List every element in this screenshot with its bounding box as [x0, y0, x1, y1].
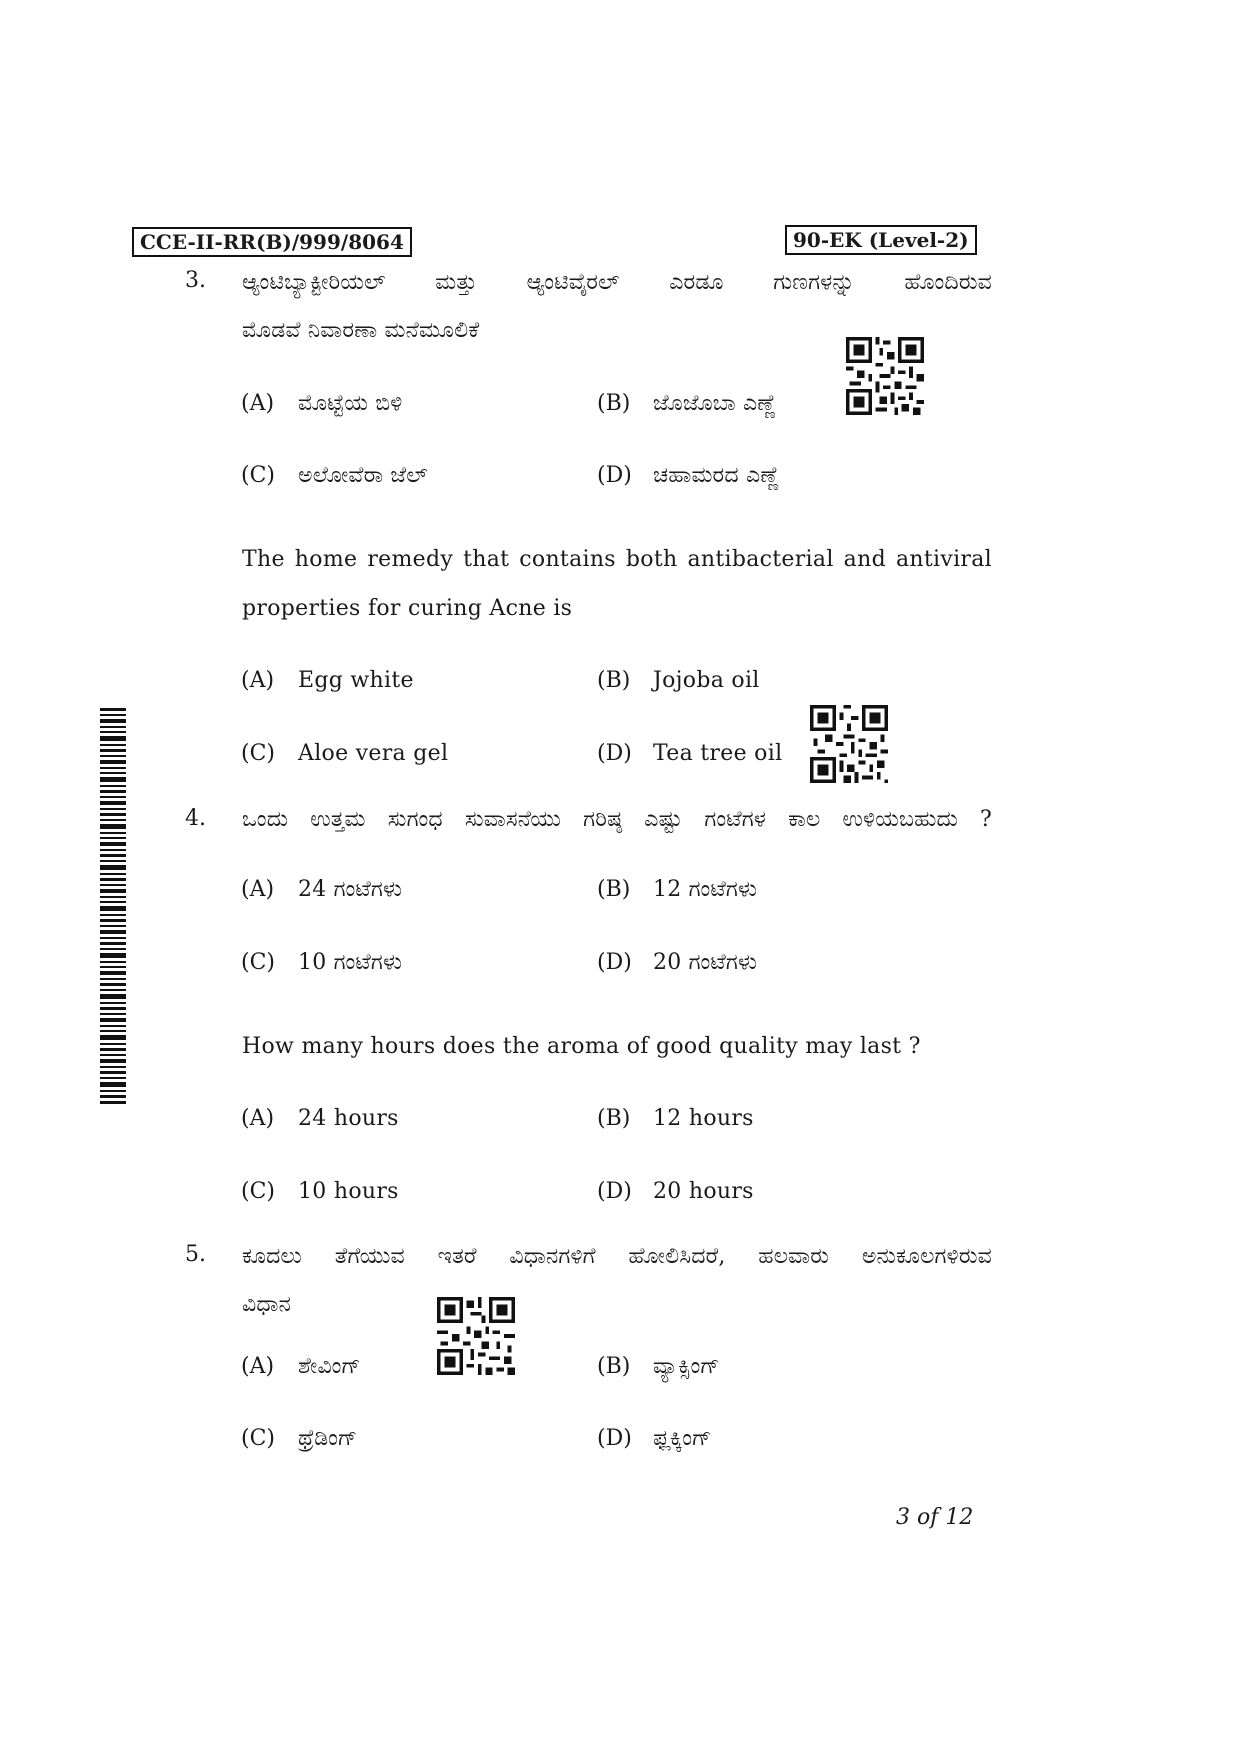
option-text-d: ಚಹಾಮರದ ಎಣ್ಣೆ	[653, 463, 780, 488]
question-text-kannada-cont: ಮೊಡವೆ ನಿವಾರಣಾ ಮನೆಮೂಲಿಕೆ	[242, 318, 480, 343]
option-label-a: (A)	[241, 877, 275, 902]
option-label-c: (C)	[241, 463, 275, 488]
option-label-b: (B)	[597, 668, 631, 693]
option-label-d: (D)	[597, 950, 632, 975]
qr-code	[846, 337, 924, 415]
option-text-c: 10 ಗಂಟೆಗಳು	[298, 950, 403, 975]
option-label-a: (A)	[241, 1354, 275, 1379]
option-text-b: ಜೊಜೊಬಾ ಎಣ್ಣೆ	[653, 391, 777, 416]
question-number: 4.	[185, 806, 206, 831]
option-label-d: (D)	[597, 1426, 632, 1451]
option-text-d: Tea tree oil	[653, 741, 783, 766]
option-label-b: (B)	[597, 391, 631, 416]
option-label-c: (C)	[241, 950, 275, 975]
option-text-a: 24 ಗಂಟೆಗಳು	[298, 877, 403, 902]
option-text-b: 12 hours	[653, 1106, 754, 1131]
barcode-strip	[100, 708, 126, 1108]
option-label-c: (C)	[241, 1426, 275, 1451]
option-text-b: Jojoba oil	[653, 668, 760, 693]
option-text-b: ವ್ಯಾಕ್ಸಿಂಗ್	[653, 1354, 720, 1379]
option-text-c: 10 hours	[298, 1179, 399, 1204]
option-label-a: (A)	[241, 668, 275, 693]
option-label-b: (B)	[597, 1106, 631, 1131]
option-label-c: (C)	[241, 741, 275, 766]
option-text-a: ಮೊಟ್ಟೆಯ ಬಿಳಿ	[298, 391, 403, 416]
question-text-kannada: ಕೂದಲು ತೆಗೆಯುವ ಇತರೆ ವಿಧಾನಗಳಿಗೆ ಹೋಲಿಸಿದರೆ, ಹಲವಾರು ಅನುಕೂಲಗಳಿರುವ	[242, 1244, 992, 1269]
option-label-c: (C)	[241, 1179, 275, 1204]
option-label-b: (B)	[597, 877, 631, 902]
option-label-a: (A)	[241, 391, 275, 416]
option-text-c: Aloe vera gel	[298, 741, 449, 766]
option-text-d: 20 hours	[653, 1179, 754, 1204]
option-text-a: Egg white	[298, 668, 414, 693]
question-text-english-cont: properties for curing Acne is	[242, 596, 573, 621]
option-text-a: ಶೇವಿಂಗ್	[298, 1354, 361, 1379]
question-text-kannada-cont: ವಿಧಾನ	[242, 1292, 292, 1317]
option-label-b: (B)	[597, 1354, 631, 1379]
option-text-c: ಥ್ರೆಡಿಂಗ್	[298, 1426, 358, 1451]
option-text-c: ಅಲೋವೆರಾ ಜೆಲ್	[298, 463, 428, 488]
option-text-d: ಫ್ಲಕ್ಕಿಂಗ್	[653, 1426, 712, 1451]
question-text-english: How many hours does the aroma of good quality may last ?	[242, 1034, 921, 1059]
qr-code	[810, 705, 888, 783]
option-label-a: (A)	[241, 1106, 275, 1131]
question-number: 5.	[185, 1242, 206, 1267]
question-text-kannada: ಆ್ಯಂಟಿಬ್ಯಾಕ್ಟೀರಿಯಲ್ ಮತ್ತು ಆ್ಯಂಟಿವೈರಲ್ ಎರಡೂ ಗುಣಗಳನ್ನು ಹೊಂದಿರುವ	[242, 270, 992, 295]
option-text-a: 24 hours	[298, 1106, 399, 1131]
option-text-d: 20 ಗಂಟೆಗಳು	[653, 950, 758, 975]
option-text-b: 12 ಗಂಟೆಗಳು	[653, 877, 758, 902]
option-label-d: (D)	[597, 741, 632, 766]
option-label-d: (D)	[597, 1179, 632, 1204]
question-text-kannada: ಒಂದು ಉತ್ತಮ ಸುಗಂಧ ಸುವಾಸನೆಯು ಗರಿಷ್ಠ ಎಷ್ಟು ಗಂಟೆಗಳ ಕಾಲ ಉಳಿಯಬಹುದು ?	[242, 807, 992, 832]
paper-code-right: 90-EK (Level-2)	[785, 225, 977, 255]
page-number: 3 of 12	[896, 1505, 974, 1530]
question-text-english: The home remedy that contains both antibacterial and antiviral	[242, 547, 992, 572]
qr-code	[437, 1297, 515, 1375]
paper-code-left: CCE-II-RR(B)/999/8064	[132, 227, 412, 257]
option-label-d: (D)	[597, 463, 632, 488]
question-number: 3.	[185, 268, 206, 293]
